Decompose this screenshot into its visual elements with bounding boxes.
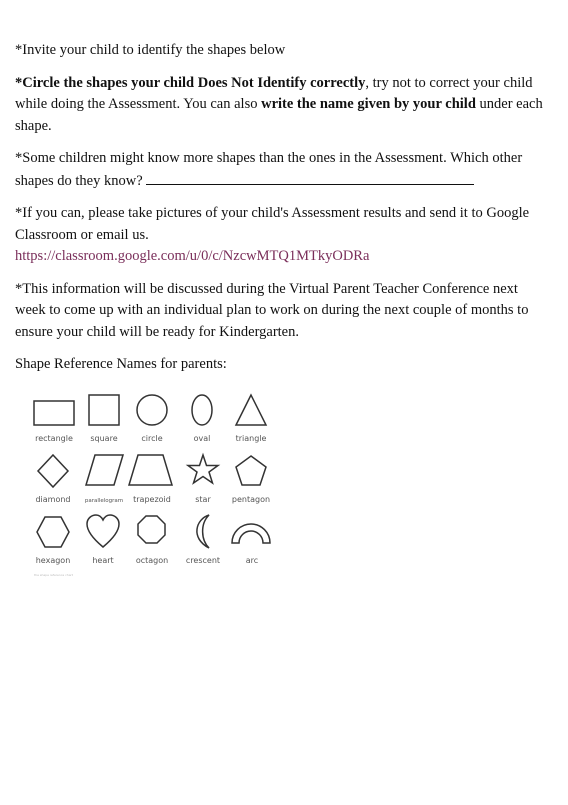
hexagon-shape <box>37 517 69 547</box>
instruction-write-name-bold: write the name given by your child <box>261 96 476 112</box>
instruction-other-shapes <box>15 148 545 192</box>
label-parallelogram: parallelogram <box>84 498 124 504</box>
circle-shape <box>137 395 167 425</box>
crescent-shape <box>197 515 209 548</box>
pentagon-shape <box>236 456 266 485</box>
diamond-shape <box>38 455 68 487</box>
triangle-shape <box>236 395 266 425</box>
label-triangle: triangle <box>235 434 267 443</box>
other-shapes-text: *Some children might know more shapes than the ones in the Assessment. Which other shapes do they know? <box>15 150 523 189</box>
label-rectangle: rectangle <box>35 434 73 443</box>
label-star: star <box>195 495 211 504</box>
shape-chart-svg <box>25 392 285 582</box>
label-crescent: crescent <box>185 556 221 565</box>
heart-shape <box>87 515 119 547</box>
instruction-circle-shapes <box>15 73 545 138</box>
oval-shape <box>192 395 212 425</box>
instruction-pictures <box>15 203 545 268</box>
label-arc: arc <box>245 556 259 565</box>
shape-reference-chart <box>25 392 285 582</box>
label-trapezoid: trapezoid <box>133 495 171 504</box>
label-circle: circle <box>141 434 163 443</box>
trapezoid-shape <box>129 455 172 485</box>
label-octagon: octagon <box>135 556 169 565</box>
instruction-under-shape-text: under each shape. <box>15 96 543 134</box>
instructions-page <box>15 40 545 387</box>
instruction-conference: *This information will be discussed during the Virtual Parent Teacher Conference next week to come up with an individual plan to work on during the next couple of months to ensure your child will be ready for Kindergarten. <box>15 280 529 340</box>
google-classroom-link[interactable]: https://classroom.google.com/u/0/c/NzcwMTQ1MTkyODRa <box>15 248 370 264</box>
arc-shape <box>232 524 270 543</box>
shape-reference-heading: Shape Reference Names for parents: <box>15 356 227 372</box>
instruction-identify-shapes: *Invite your child to identify the shapes below <box>15 42 286 58</box>
chart-credit: the shape reference chart <box>34 573 73 577</box>
star-shape <box>188 455 218 483</box>
pictures-text: *If you can, please take pictures of your child's Assessment results and send it to Google Classroom or email us. <box>15 205 530 243</box>
label-heart: heart <box>92 556 114 565</box>
answer-blank-line <box>146 170 474 185</box>
rectangle-shape <box>34 401 74 425</box>
label-hexagon: hexagon <box>35 556 71 565</box>
square-shape <box>89 395 119 425</box>
label-square: square <box>90 434 118 443</box>
label-pentagon: pentagon <box>231 495 271 504</box>
parallelogram-shape <box>86 455 123 485</box>
label-diamond: diamond <box>35 495 71 504</box>
octagon-shape <box>138 516 165 543</box>
label-oval: oval <box>193 434 211 443</box>
instruction-circle-bold: *Circle the shapes your child Does Not Identify correctly <box>15 74 366 91</box>
instruction-circle-text: , try not to correct your child while doing the Assessment. You can also <box>15 74 533 112</box>
